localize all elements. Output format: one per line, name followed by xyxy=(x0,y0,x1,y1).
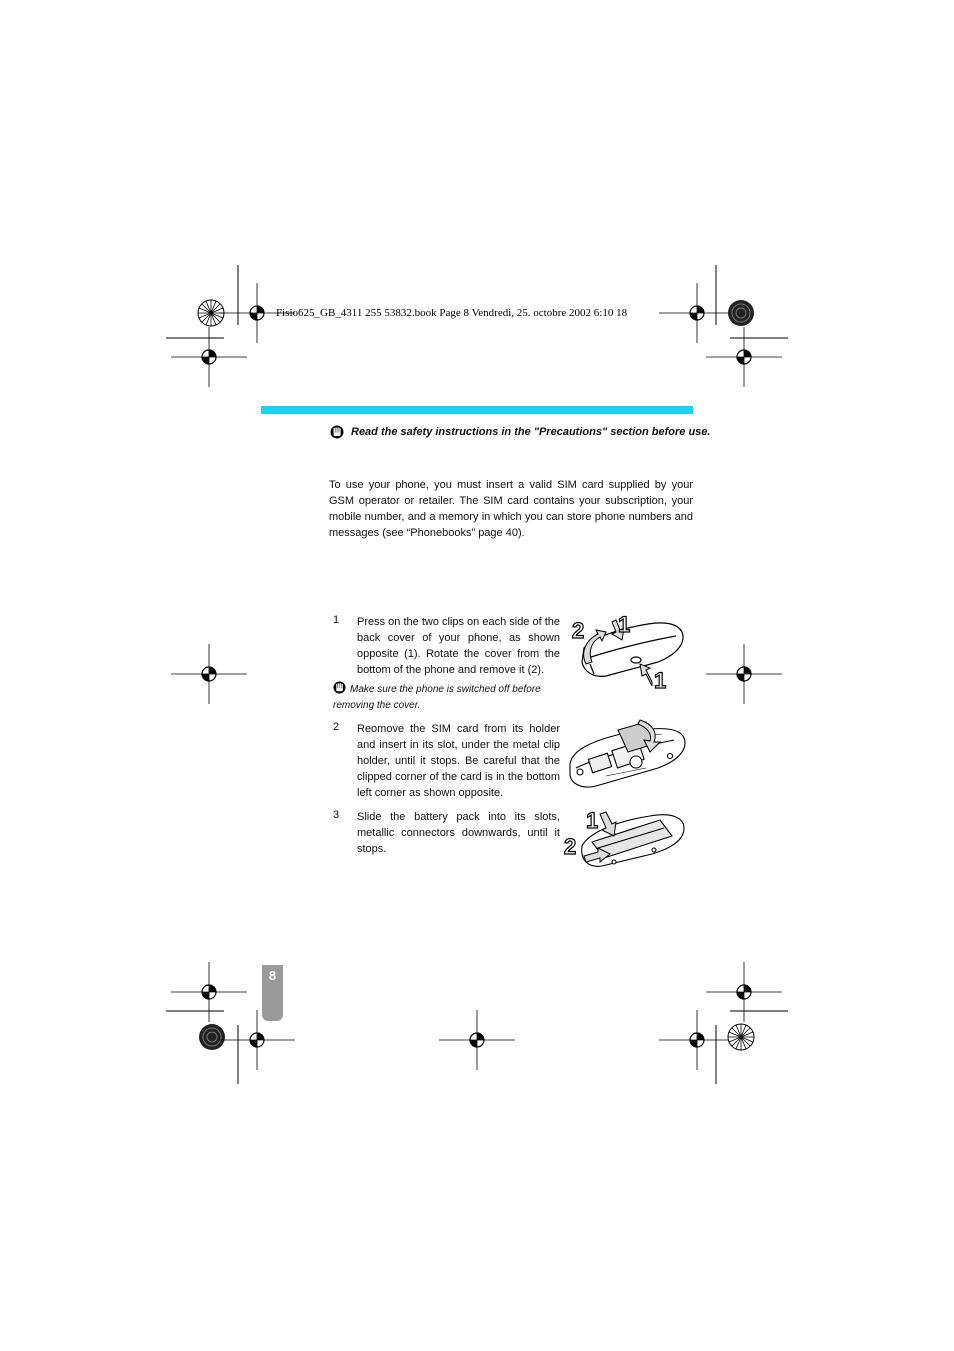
registration-mark xyxy=(659,1010,735,1070)
page-number-tab xyxy=(262,965,283,1021)
print-header-info: Fisio625_GB_4311 255 53832.book Page 8 Vendredi, 25. octobre 2002 6:10 18 xyxy=(276,307,628,319)
registration-mark xyxy=(706,327,782,387)
insert-sim-illustration xyxy=(566,716,690,792)
figure-label: 1 xyxy=(586,808,599,833)
registration-mark xyxy=(171,962,247,1022)
hand-warning-icon xyxy=(330,425,344,439)
registration-mark xyxy=(439,1010,515,1070)
safety-notice-text: Read the safety instructions in the "Precautions" section before use. xyxy=(351,426,711,438)
registration-mark xyxy=(706,962,782,1022)
dark-disc-mark xyxy=(728,300,754,326)
insert-battery-illustration xyxy=(562,806,692,870)
step-text: Slide the battery pack into its slots, metallic connectors downwards, until it stops. xyxy=(357,811,560,855)
figure-label: 1 xyxy=(618,612,631,637)
starburst-mark xyxy=(728,1024,754,1050)
registration-mark xyxy=(219,1010,295,1070)
page-number: 8 xyxy=(268,968,277,983)
remove-cover-illustration xyxy=(566,610,694,692)
registration-mark xyxy=(706,644,782,704)
figure-label: 2 xyxy=(564,834,577,859)
hand-warning-icon xyxy=(333,681,346,694)
note-text: Make sure the phone is switched off before removing the cover. xyxy=(333,684,541,711)
registration-mark xyxy=(171,327,247,387)
dark-disc-mark xyxy=(199,1024,225,1050)
step-number: 2 xyxy=(333,721,340,733)
registration-mark xyxy=(659,283,735,343)
step-number: 1 xyxy=(333,614,340,626)
step-text: Reomove the SIM card from its holder and insert in its slot, under the metal clip holder, until it stops. Be careful that the clipped corner of the card is in the bottom left corner as shown opposite. xyxy=(357,723,560,799)
figure-label: 1 xyxy=(654,668,667,692)
section-accent-bar xyxy=(261,406,693,414)
note xyxy=(333,681,560,714)
step-text: Press on the two clips on each side of the back cover of your phone, as shown opposite (1). Rotate the cover from the bottom of the phone and remove it (2). xyxy=(357,616,561,676)
figure-label: 2 xyxy=(572,618,585,643)
step-number: 3 xyxy=(333,809,340,821)
intro-paragraph: To use your phone, you must insert a valid SIM card supplied by your GSM operator or retailer. The SIM card contains your subscription, your mobile number, and a memory in which you can store phone numbers and messages (see “Phonebooks” page 40). xyxy=(329,479,693,539)
safety-notice xyxy=(330,425,711,439)
registration-mark xyxy=(171,644,247,704)
